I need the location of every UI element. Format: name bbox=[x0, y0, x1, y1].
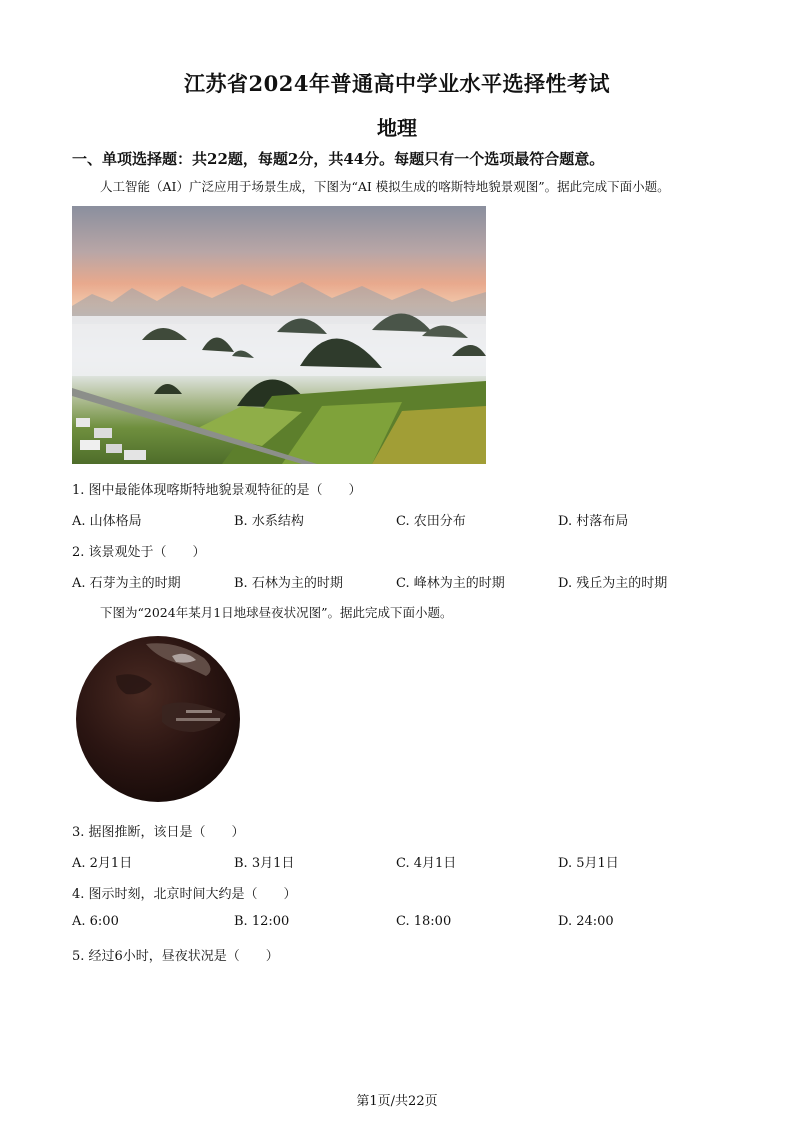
q3-option-b: B. 3月1日 bbox=[234, 856, 295, 871]
intro-text-1: 人工智能（AI）广泛应用于场景生成，下图为“AI 模拟生成的喀斯特地貌景观图”。据此完成下面小题。 bbox=[100, 179, 670, 194]
q2-option-c: C. 峰林为主的时期 bbox=[396, 576, 505, 591]
q2-option-b: B. 石林为主的时期 bbox=[234, 576, 343, 591]
q3-option-c: C. 4月1日 bbox=[396, 856, 457, 871]
earth-day-night-image bbox=[76, 636, 240, 802]
q4-option-b: B. 12:00 bbox=[234, 914, 290, 929]
q1-option-a: A. 山体格局 bbox=[72, 514, 142, 529]
q1-option-d: D. 村落布局 bbox=[558, 514, 629, 529]
q1-option-c: C. 农田分布 bbox=[396, 514, 466, 529]
question-4-stem: 4. 图示时刻，北京时间大约是（ ） bbox=[72, 887, 297, 902]
section-heading: 一、单项选择题：共22题，每题2分，共44分。每题只有一个选项最符合题意。 bbox=[72, 150, 605, 168]
q3-option-a: A. 2月1日 bbox=[72, 856, 133, 871]
question-3-stem: 3. 据图推断，该日是（ ） bbox=[72, 825, 245, 840]
q1-option-b: B. 水系结构 bbox=[234, 514, 304, 529]
karst-landscape-image bbox=[72, 206, 486, 464]
page-number: 第1页/共22页 bbox=[356, 1094, 438, 1109]
q4-option-d: D. 24:00 bbox=[558, 914, 614, 929]
q4-option-c: C. 18:00 bbox=[396, 914, 452, 929]
q4-option-a: A. 6:00 bbox=[72, 914, 119, 929]
question-5-stem: 5. 经过6小时，昼夜状况是（ ） bbox=[72, 949, 279, 964]
q3-option-d: D. 5月1日 bbox=[558, 856, 619, 871]
q2-option-a: A. 石芽为主的时期 bbox=[72, 576, 181, 591]
q2-option-d: D. 残丘为主的时期 bbox=[558, 576, 668, 591]
question-1-stem: 1. 图中最能体现喀斯特地貌景观特征的是（ ） bbox=[72, 483, 362, 498]
intro-text-2: 下图为“2024年某月1日地球昼夜状况图”。据此完成下面小题。 bbox=[100, 605, 453, 620]
exam-title: 江苏省2024年普通高中学业水平选择性考试 bbox=[184, 71, 610, 96]
question-2-stem: 2. 该景观处于（ ） bbox=[72, 545, 206, 560]
subject-title: 地理 bbox=[377, 116, 417, 140]
